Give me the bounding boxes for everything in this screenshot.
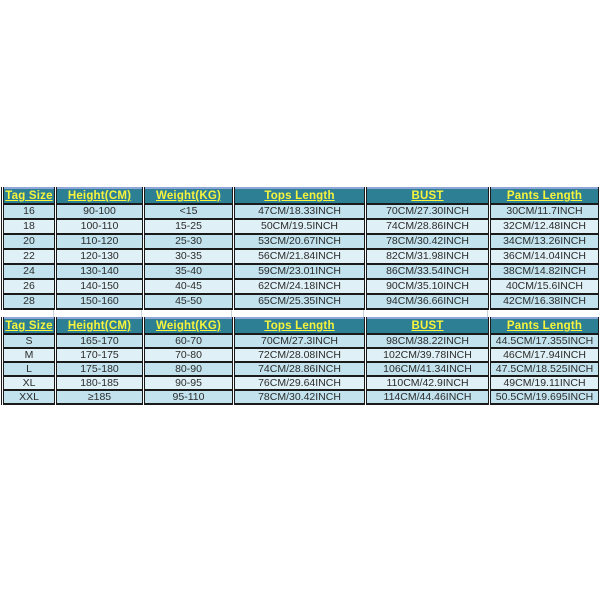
table-row bbox=[3, 390, 600, 404]
table-cell: 46CM/17.94INCH bbox=[490, 348, 600, 362]
column-header: Height(CM) bbox=[56, 188, 144, 204]
table-cell: 180-185 bbox=[56, 376, 144, 390]
table-cell: 53CM/20.67INCH bbox=[234, 234, 366, 249]
table-cell: 49CM/19.11INCH bbox=[490, 376, 600, 390]
table-cell: 175-180 bbox=[56, 362, 144, 376]
size-chart bbox=[1, 187, 598, 405]
table-cell: 45-50 bbox=[144, 294, 234, 309]
table-cell: 78CM/30.42INCH bbox=[366, 234, 490, 249]
table-cell: 90CM/35.10INCH bbox=[366, 279, 490, 294]
table-cell: 15-25 bbox=[144, 219, 234, 234]
header-row bbox=[3, 188, 600, 204]
table-cell: 56CM/21.84INCH bbox=[234, 249, 366, 264]
table-cell: 130-140 bbox=[56, 264, 144, 279]
table-cell: 70CM/27.3INCH bbox=[234, 334, 366, 348]
table-cell: 50.5CM/19.695INCH bbox=[490, 390, 600, 404]
table-cell: 78CM/30.42INCH bbox=[234, 390, 366, 404]
table-cell: 38CM/14.82INCH bbox=[490, 264, 600, 279]
table-cell: 40-45 bbox=[144, 279, 234, 294]
table-cell: 94CM/36.66INCH bbox=[366, 294, 490, 309]
column-header: Weight(KG) bbox=[144, 188, 234, 204]
table-row bbox=[3, 249, 600, 264]
column-header: BUST bbox=[366, 188, 490, 204]
table-cell: 62CM/24.18INCH bbox=[234, 279, 366, 294]
table-cell: XL bbox=[3, 376, 56, 390]
table-cell: 74CM/28.86INCH bbox=[234, 362, 366, 376]
table-cell: 35-40 bbox=[144, 264, 234, 279]
table-row bbox=[3, 348, 600, 362]
table-row bbox=[3, 279, 600, 294]
table-row bbox=[3, 219, 600, 234]
table-gap bbox=[1, 310, 598, 317]
table-cell: 100-110 bbox=[56, 219, 144, 234]
table-cell: 22 bbox=[3, 249, 56, 264]
table-cell: 40CM/15.6INCH bbox=[490, 279, 600, 294]
table-cell: 98CM/38.22INCH bbox=[366, 334, 490, 348]
column-header: Tops Length bbox=[234, 188, 366, 204]
gap-column-divider bbox=[364, 310, 488, 317]
column-header: Weight(KG) bbox=[144, 318, 234, 334]
table-cell: 34CM/13.26INCH bbox=[490, 234, 600, 249]
table-cell: 70-80 bbox=[144, 348, 234, 362]
gap-column-divider bbox=[1, 310, 54, 317]
table-cell: 44.5CM/17.355INCH bbox=[490, 334, 600, 348]
table-cell: 90-100 bbox=[56, 204, 144, 219]
table-cell: 47.5CM/18.525INCH bbox=[490, 362, 600, 376]
table-cell: 16 bbox=[3, 204, 56, 219]
table-cell: 30CM/11.7INCH bbox=[490, 204, 600, 219]
column-header: Tag Size bbox=[3, 188, 56, 204]
table-cell: 72CM/28.08INCH bbox=[234, 348, 366, 362]
table-cell: 26 bbox=[3, 279, 56, 294]
column-header: BUST bbox=[366, 318, 490, 334]
header-row bbox=[3, 318, 600, 334]
gap-column-divider bbox=[142, 310, 232, 317]
table-cell: 82CM/31.98INCH bbox=[366, 249, 490, 264]
column-header: Tops Length bbox=[234, 318, 366, 334]
table-cell: ≥185 bbox=[56, 390, 144, 404]
table-cell: 60-70 bbox=[144, 334, 234, 348]
table-cell: 114CM/44.46INCH bbox=[366, 390, 490, 404]
table-cell: 36CM/14.04INCH bbox=[490, 249, 600, 264]
table-cell: 24 bbox=[3, 264, 56, 279]
table-cell: M bbox=[3, 348, 56, 362]
table-cell: 110-120 bbox=[56, 234, 144, 249]
table-cell: S bbox=[3, 334, 56, 348]
table-cell: 20 bbox=[3, 234, 56, 249]
gap-column-divider bbox=[54, 310, 142, 317]
column-header: Pants Length bbox=[490, 188, 600, 204]
table-cell: 90-95 bbox=[144, 376, 234, 390]
gap-column-divider bbox=[488, 310, 597, 317]
table-row bbox=[3, 234, 600, 249]
table-cell: 140-150 bbox=[56, 279, 144, 294]
table-cell: 80-90 bbox=[144, 362, 234, 376]
table-cell: 165-170 bbox=[56, 334, 144, 348]
table-row bbox=[3, 376, 600, 390]
table-cell: 150-160 bbox=[56, 294, 144, 309]
table-cell: 25-30 bbox=[144, 234, 234, 249]
table-cell: <15 bbox=[144, 204, 234, 219]
table-cell: 110CM/42.9INCH bbox=[366, 376, 490, 390]
table-cell: 18 bbox=[3, 219, 56, 234]
table-cell: 106CM/41.34INCH bbox=[366, 362, 490, 376]
table-row bbox=[3, 264, 600, 279]
column-header: Tag Size bbox=[3, 318, 56, 334]
table-cell: 30-35 bbox=[144, 249, 234, 264]
table-cell: XXL bbox=[3, 390, 56, 404]
table-row bbox=[3, 294, 600, 309]
table-cell: 120-130 bbox=[56, 249, 144, 264]
table-cell: 102CM/39.78INCH bbox=[366, 348, 490, 362]
table-cell: 47CM/18.33INCH bbox=[234, 204, 366, 219]
table-cell: 50CM/19.5INCH bbox=[234, 219, 366, 234]
table-cell: 86CM/33.54INCH bbox=[366, 264, 490, 279]
table-cell: 65CM/25.35INCH bbox=[234, 294, 366, 309]
table-cell: 42CM/16.38INCH bbox=[490, 294, 600, 309]
table-cell: 32CM/12.48INCH bbox=[490, 219, 600, 234]
table-cell: 28 bbox=[3, 294, 56, 309]
column-header: Height(CM) bbox=[56, 318, 144, 334]
column-header: Pants Length bbox=[490, 318, 600, 334]
table-cell: L bbox=[3, 362, 56, 376]
table-cell: 95-110 bbox=[144, 390, 234, 404]
table-row bbox=[3, 334, 600, 348]
table-cell: 74CM/28.86INCH bbox=[366, 219, 490, 234]
table-cell: 70CM/27.30INCH bbox=[366, 204, 490, 219]
table-cell: 59CM/23.01INCH bbox=[234, 264, 366, 279]
adult-size-table bbox=[1, 317, 600, 405]
table-cell: 170-175 bbox=[56, 348, 144, 362]
kids-size-table bbox=[1, 187, 600, 310]
table-row bbox=[3, 362, 600, 376]
table-row bbox=[3, 204, 600, 219]
table-cell: 76CM/29.64INCH bbox=[234, 376, 366, 390]
gap-column-divider bbox=[232, 310, 364, 317]
